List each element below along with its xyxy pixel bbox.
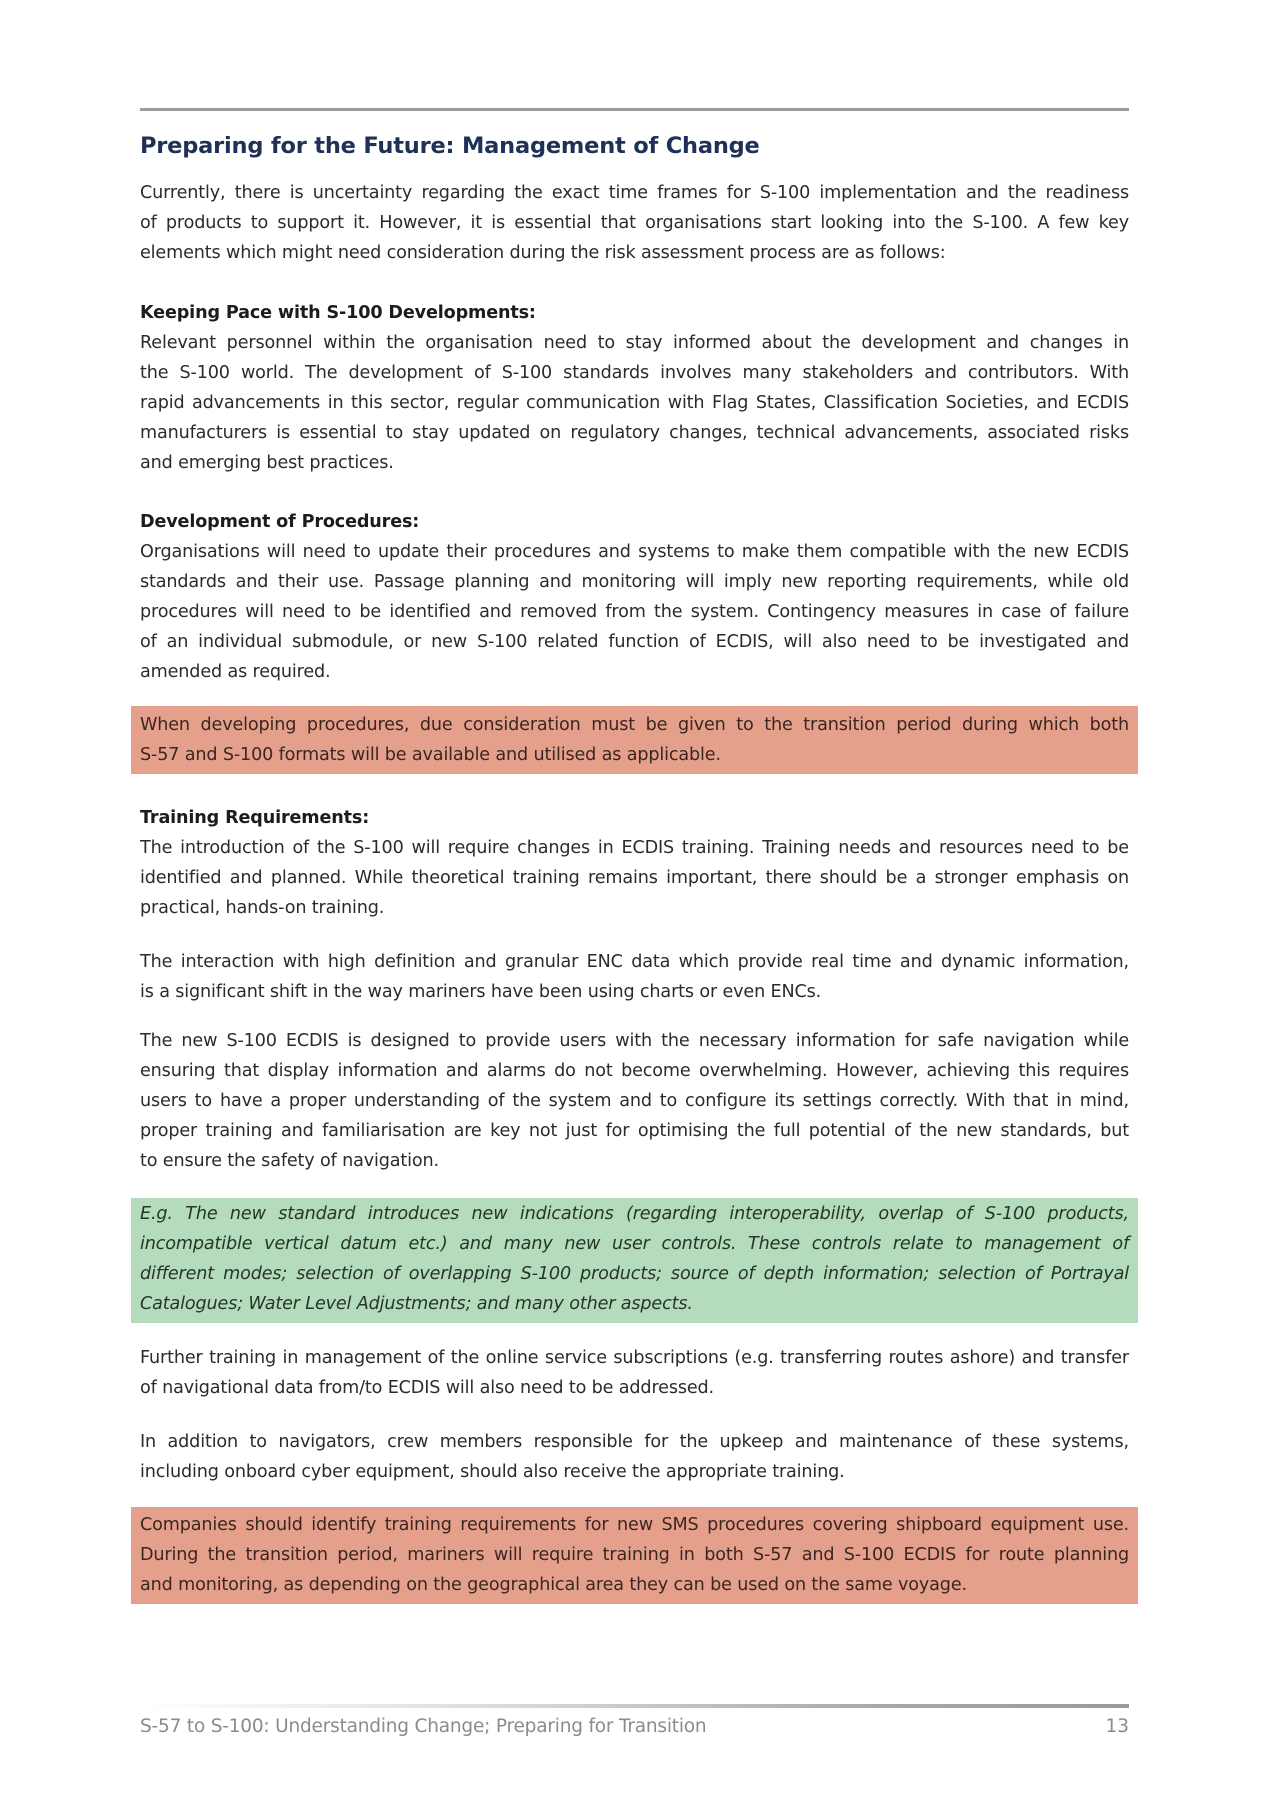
text-line: The new S-100 ECDIS is designed to provide users with the necessary information for safe navigation while	[140, 1031, 1129, 1051]
text-line: elements which might need consideration during the risk assessment process are as follows:	[140, 243, 946, 263]
footer-document-title: S-57 to S-100: Understanding Change; Preparing for Transition	[140, 1716, 707, 1737]
text-line: manufacturers is essential to stay updated on regulatory changes, technical advancements, associated risks	[140, 423, 1129, 443]
section-keeping-pace	[140, 298, 1129, 478]
text-line: rapid advancements in this sector, regular communication with Flag States, Classification Societies, and ECDIS	[140, 393, 1129, 413]
section-training	[140, 803, 1129, 923]
training-paragraph-5	[140, 1427, 1129, 1487]
text-line: including onboard cyber equipment, should also receive the appropriate training.	[140, 1462, 845, 1482]
text-line: Organisations will need to update their procedures and systems to make them compatible with the new ECDIS	[140, 542, 1129, 562]
page-number: 13	[1105, 1716, 1129, 1737]
text-line: and emerging best practices.	[140, 453, 394, 473]
section-heading: Keeping Pace with S-100 Developments:	[140, 303, 536, 323]
text-line: standards and their use. Passage planning and monitoring will imply new reporting requirements, while old	[140, 572, 1129, 592]
section-heading: Development of Procedures:	[140, 512, 420, 532]
text-line: of navigational data from/to ECDIS will also need to be addressed.	[140, 1378, 714, 1398]
section-procedures	[140, 507, 1129, 687]
text-line: Relevant personnel within the organisation need to stay informed about the development and changes in	[140, 333, 1129, 353]
text-line: Companies should identify training requirements for new SMS procedures covering shipboard equipment use.	[140, 1515, 1129, 1535]
footer-rule	[140, 1704, 1129, 1708]
text-line: Currently, there is uncertainty regarding the exact time frames for S-100 implementation and the readiness	[140, 183, 1129, 203]
text-line: The interaction with high definition and granular ENC data which provide real time and dynamic information,	[140, 952, 1129, 972]
text-line: incompatible vertical datum etc.) and many new user controls. These controls relate to management of	[140, 1234, 1129, 1254]
text-line: When developing procedures, due consideration must be given to the transition period during which both	[140, 715, 1129, 735]
intro-paragraph	[140, 178, 1129, 268]
text-line: S-57 and S-100 formats will be available and utilised as applicable.	[140, 745, 721, 765]
text-line: Catalogues; Water Level Adjustments; and many other aspects.	[140, 1294, 693, 1314]
header-rule	[140, 108, 1129, 111]
text-line: During the transition period, mariners will require training in both S-57 and S-100 ECDIS for route planning	[140, 1545, 1129, 1565]
example-callout-box	[131, 1198, 1138, 1323]
text-line: to ensure the safety of navigation.	[140, 1151, 439, 1171]
text-line: identified and planned. While theoretical training remains important, there should be a stronger emphasis on	[140, 868, 1129, 888]
text-line: of an individual submodule, or new S-100 related function of ECDIS, will also need to be investigated and	[140, 632, 1129, 652]
training-paragraph-4	[140, 1343, 1129, 1403]
text-line: E.g. The new standard introduces new indications (regarding interoperability, overlap of S-100 products,	[140, 1204, 1129, 1224]
text-line: is a significant shift in the way mariners have been using charts or even ENCs.	[140, 982, 822, 1002]
text-line: users to have a proper understanding of the system and to configure its settings correctly. With that in mind,	[140, 1091, 1129, 1111]
text-line: procedures will need to be identified and removed from the system. Contingency measures in case of failure	[140, 602, 1129, 622]
text-line: ensuring that display information and alarms do not become overwhelming. However, achieving this requires	[140, 1061, 1129, 1081]
page-title: Preparing for the Future: Management of Change	[140, 133, 760, 159]
text-line: Further training in management of the online service subscriptions (e.g. transferring routes ashore) and transfer	[140, 1348, 1129, 1368]
text-line: proper training and familiarisation are key not just for optimising the full potential of the new standards, but	[140, 1121, 1129, 1141]
section-heading: Training Requirements:	[140, 808, 370, 828]
text-line: of products to support it. However, it is essential that organisations start looking into the S-100. A few key	[140, 213, 1129, 233]
training-paragraph-3	[140, 1026, 1129, 1176]
text-line: the S-100 world. The development of S-100 standards involves many stakeholders and contributors. With	[140, 363, 1129, 383]
text-line: In addition to navigators, crew members responsible for the upkeep and maintenance of these systems,	[140, 1432, 1129, 1452]
procedures-callout-box	[131, 706, 1138, 774]
text-line: The introduction of the S-100 will require changes in ECDIS training. Training needs and resources need to be	[140, 838, 1129, 858]
text-line: practical, hands-on training.	[140, 898, 385, 918]
training-callout-box	[131, 1507, 1138, 1604]
training-paragraph-2	[140, 947, 1129, 1007]
text-line: different modes; selection of overlapping S-100 products; source of depth information; selection of Portrayal	[140, 1264, 1129, 1284]
text-line: and monitoring, as depending on the geographical area they can be used on the same voyage.	[140, 1575, 967, 1595]
text-line: amended as required.	[140, 662, 331, 682]
